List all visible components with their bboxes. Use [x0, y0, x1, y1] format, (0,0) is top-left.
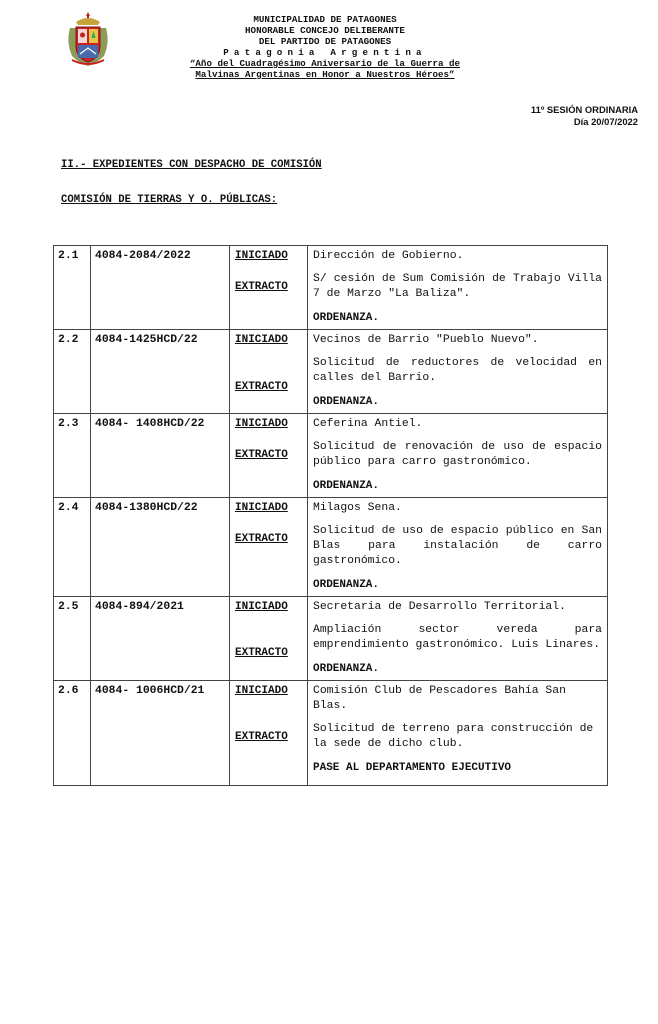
- iniciado-label: INICIADO: [235, 334, 288, 346]
- row-labels: [230, 246, 308, 330]
- iniciado-value: Ceferina Antiel.: [313, 418, 423, 430]
- header-council: HONORABLE CONCEJO DELIBERANTE: [245, 25, 405, 36]
- header-region: Patagonia Argentina: [223, 47, 427, 58]
- expedientes-table: [53, 245, 608, 786]
- row-number: 2.4: [54, 498, 91, 597]
- row-details: [308, 246, 608, 330]
- row-details: [308, 330, 608, 414]
- table-row: [54, 414, 608, 498]
- extracto-value: S/ cesión de Sum Comisión de Trabajo Villa 7 de Marzo "La Baliza".: [313, 273, 602, 300]
- table-row: [54, 498, 608, 597]
- iniciado-label: INICIADO: [235, 418, 288, 430]
- dispatch-value: PASE AL DEPARTAMENTO EJECUTIVO: [313, 762, 512, 774]
- file-code: 4084-894/2021: [91, 597, 230, 681]
- extracto-value: Solicitud de reductores de velocidad en calles del Barrio.: [313, 357, 602, 384]
- extracto-label: EXTRACTO: [235, 533, 288, 545]
- row-labels: [230, 330, 308, 414]
- row-labels: [230, 597, 308, 681]
- coat-of-arms-logo: [66, 12, 110, 68]
- extracto-label: EXTRACTO: [235, 449, 288, 461]
- extracto-label: EXTRACTO: [235, 731, 288, 743]
- row-labels: [230, 414, 308, 498]
- dispatch-value: ORDENANZA.: [313, 312, 380, 324]
- file-code: 4084-1425HCD/22: [91, 330, 230, 414]
- table-row: [54, 597, 608, 681]
- row-details: [308, 681, 608, 786]
- row-number: 2.6: [54, 681, 91, 786]
- file-code: 4084-2084/2022: [91, 246, 230, 330]
- file-code: 4084- 1408HCD/22: [91, 414, 230, 498]
- session-title: 11º SESIÓN ORDINARIA: [530, 104, 638, 115]
- iniciado-value: Comisión Club de Pescadores Bahía San Blas.: [313, 685, 566, 712]
- session-info: [531, 104, 638, 128]
- header-municipality: MUNICIPALIDAD DE PATAGONES: [253, 14, 397, 25]
- row-labels: [230, 681, 308, 786]
- document-header: [150, 14, 500, 80]
- extracto-value: Ampliación sector vereda para emprendimiento gastronómico. Luis Linares.: [313, 624, 602, 651]
- iniciado-value: Secretaria de Desarrollo Territorial.: [313, 601, 566, 613]
- iniciado-label: INICIADO: [235, 601, 288, 613]
- dispatch-value: ORDENANZA.: [313, 396, 380, 408]
- table-row: [54, 330, 608, 414]
- iniciado-label: INICIADO: [235, 685, 288, 697]
- iniciado-value: Vecinos de Barrio "Pueblo Nuevo".: [313, 334, 539, 346]
- table-row: [54, 681, 608, 786]
- extracto-value: Solicitud de terreno para construcción de la sede de dicho club.: [313, 723, 594, 750]
- iniciado-value: Milagos Sena.: [313, 502, 402, 514]
- iniciado-value: Dirección de Gobierno.: [313, 250, 464, 262]
- row-details: [308, 498, 608, 597]
- row-number: 2.1: [54, 246, 91, 330]
- extracto-value: Solicitud de renovación de uso de espacio público para carro gastronómico.: [313, 441, 602, 468]
- row-number: 2.2: [54, 330, 91, 414]
- session-date: Día 20/07/2022: [573, 116, 638, 127]
- header-district: DEL PARTIDO DE PATAGONES: [258, 36, 392, 47]
- header-motto-line1: “Año del Cuadragésimo Aniversario de la Guerra de: [189, 58, 461, 69]
- iniciado-label: INICIADO: [235, 502, 288, 514]
- file-code: 4084-1380HCD/22: [91, 498, 230, 597]
- extracto-label: EXTRACTO: [235, 381, 288, 393]
- extracto-value: Solicitud de uso de espacio público en San Blas para instalación de carro gastronómico.: [313, 525, 602, 567]
- file-code: 4084- 1006HCD/21: [91, 681, 230, 786]
- commission-title: COMISIÓN DE TIERRAS Y O. PÚBLICAS:: [61, 194, 278, 206]
- section-title: II.- EXPEDIENTES CON DESPACHO DE COMISIÓN: [61, 159, 322, 171]
- row-labels: [230, 498, 308, 597]
- row-details: [308, 414, 608, 498]
- dispatch-value: ORDENANZA.: [313, 480, 380, 492]
- extracto-label: EXTRACTO: [235, 281, 288, 293]
- iniciado-label: INICIADO: [235, 250, 288, 262]
- header-motto-line2: Malvinas Argentinas en Honor a Nuestros Héroes”: [195, 69, 455, 80]
- row-number: 2.3: [54, 414, 91, 498]
- extracto-label: EXTRACTO: [235, 647, 288, 659]
- row-details: [308, 597, 608, 681]
- row-number: 2.5: [54, 597, 91, 681]
- table-row: [54, 246, 608, 330]
- dispatch-value: ORDENANZA.: [313, 579, 380, 591]
- dispatch-value: ORDENANZA.: [313, 663, 380, 675]
